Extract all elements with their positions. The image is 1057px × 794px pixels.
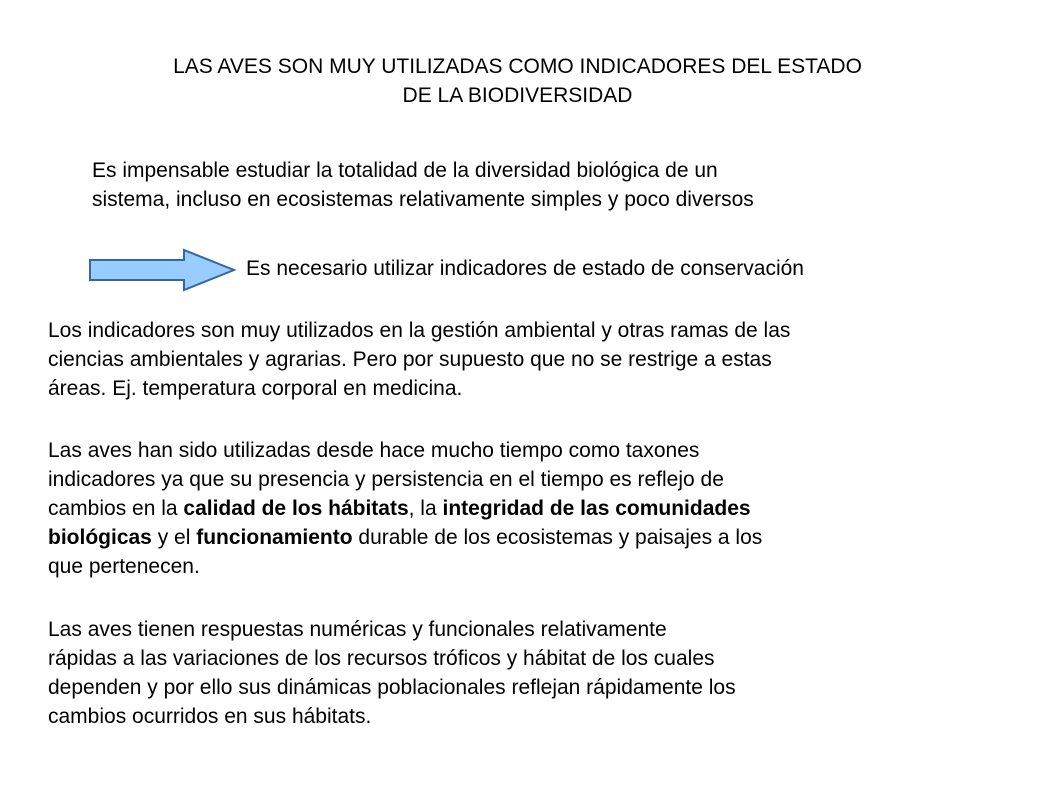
birds-line-3 (48, 494, 762, 523)
birds-line-5: que pertenecen. (48, 555, 200, 578)
intro-line-2: sistema, incluso en ecosistemas relativamente simples y poco diversos (92, 188, 754, 211)
habitat-quality-emphasis: calidad de los hábitats (183, 497, 409, 520)
birds-line-4-text-d: durable de los ecosistemas y paisajes a los (352, 526, 763, 549)
birds-line-1: Las aves han sido utilizadas desde hace mucho tiempo como taxones (48, 439, 700, 462)
intro-line-1: Es impensable estudiar la totalidad de la diversidad biológica de un (92, 159, 718, 182)
response-line-4: cambios ocurridos en sus hábitats. (48, 705, 372, 728)
biological-emphasis: biológicas (48, 526, 152, 549)
intro-paragraph (92, 156, 754, 214)
birds-line-4 (48, 523, 762, 552)
response-line-2: rápidas a las variaciones de los recursos tróficos y hábitat de los cuales (48, 647, 715, 670)
indicators-line-1: Los indicadores son muy utilizados en la gestión ambiental y otras ramas de las (48, 319, 791, 342)
title-line-1: LAS AVES SON MUY UTILIZADAS COMO INDICADORES DEL ESTADO (173, 55, 862, 78)
birds-line-2: indicadores ya que su presencia y persistencia en el tiempo es reflejo de (48, 468, 724, 491)
indicators-line-3: áreas. Ej. temperatura corporal en medicina. (48, 377, 463, 400)
title-line-2: DE LA BIODIVERSIDAD (402, 84, 633, 107)
functioning-emphasis: funcionamiento (196, 526, 353, 549)
birds-line-4-text-b: y el (151, 526, 197, 549)
indicators-paragraph (48, 316, 790, 403)
right-arrow-icon (88, 248, 238, 292)
response-line-1: Las aves tienen respuestas numéricas y funcionales relativamente (48, 618, 667, 641)
response-paragraph (48, 615, 736, 731)
birds-line-3-text-c: , la (408, 497, 443, 520)
slide-title (60, 52, 975, 110)
response-line-3: dependen y por ello sus dinámicas poblacionales reflejan rápidamente los (48, 676, 736, 699)
indicators-line-2: ciencias ambientales y agrarias. Pero por supuesto que no se restrige a estas (48, 348, 772, 371)
arrow-statement: Es necesario utilizar indicadores de estado de conservación (246, 257, 804, 280)
birds-line-3-text-a: cambios en la (48, 497, 184, 520)
birds-paragraph (48, 436, 762, 581)
community-integrity-emphasis: integridad de las comunidades (442, 497, 751, 520)
